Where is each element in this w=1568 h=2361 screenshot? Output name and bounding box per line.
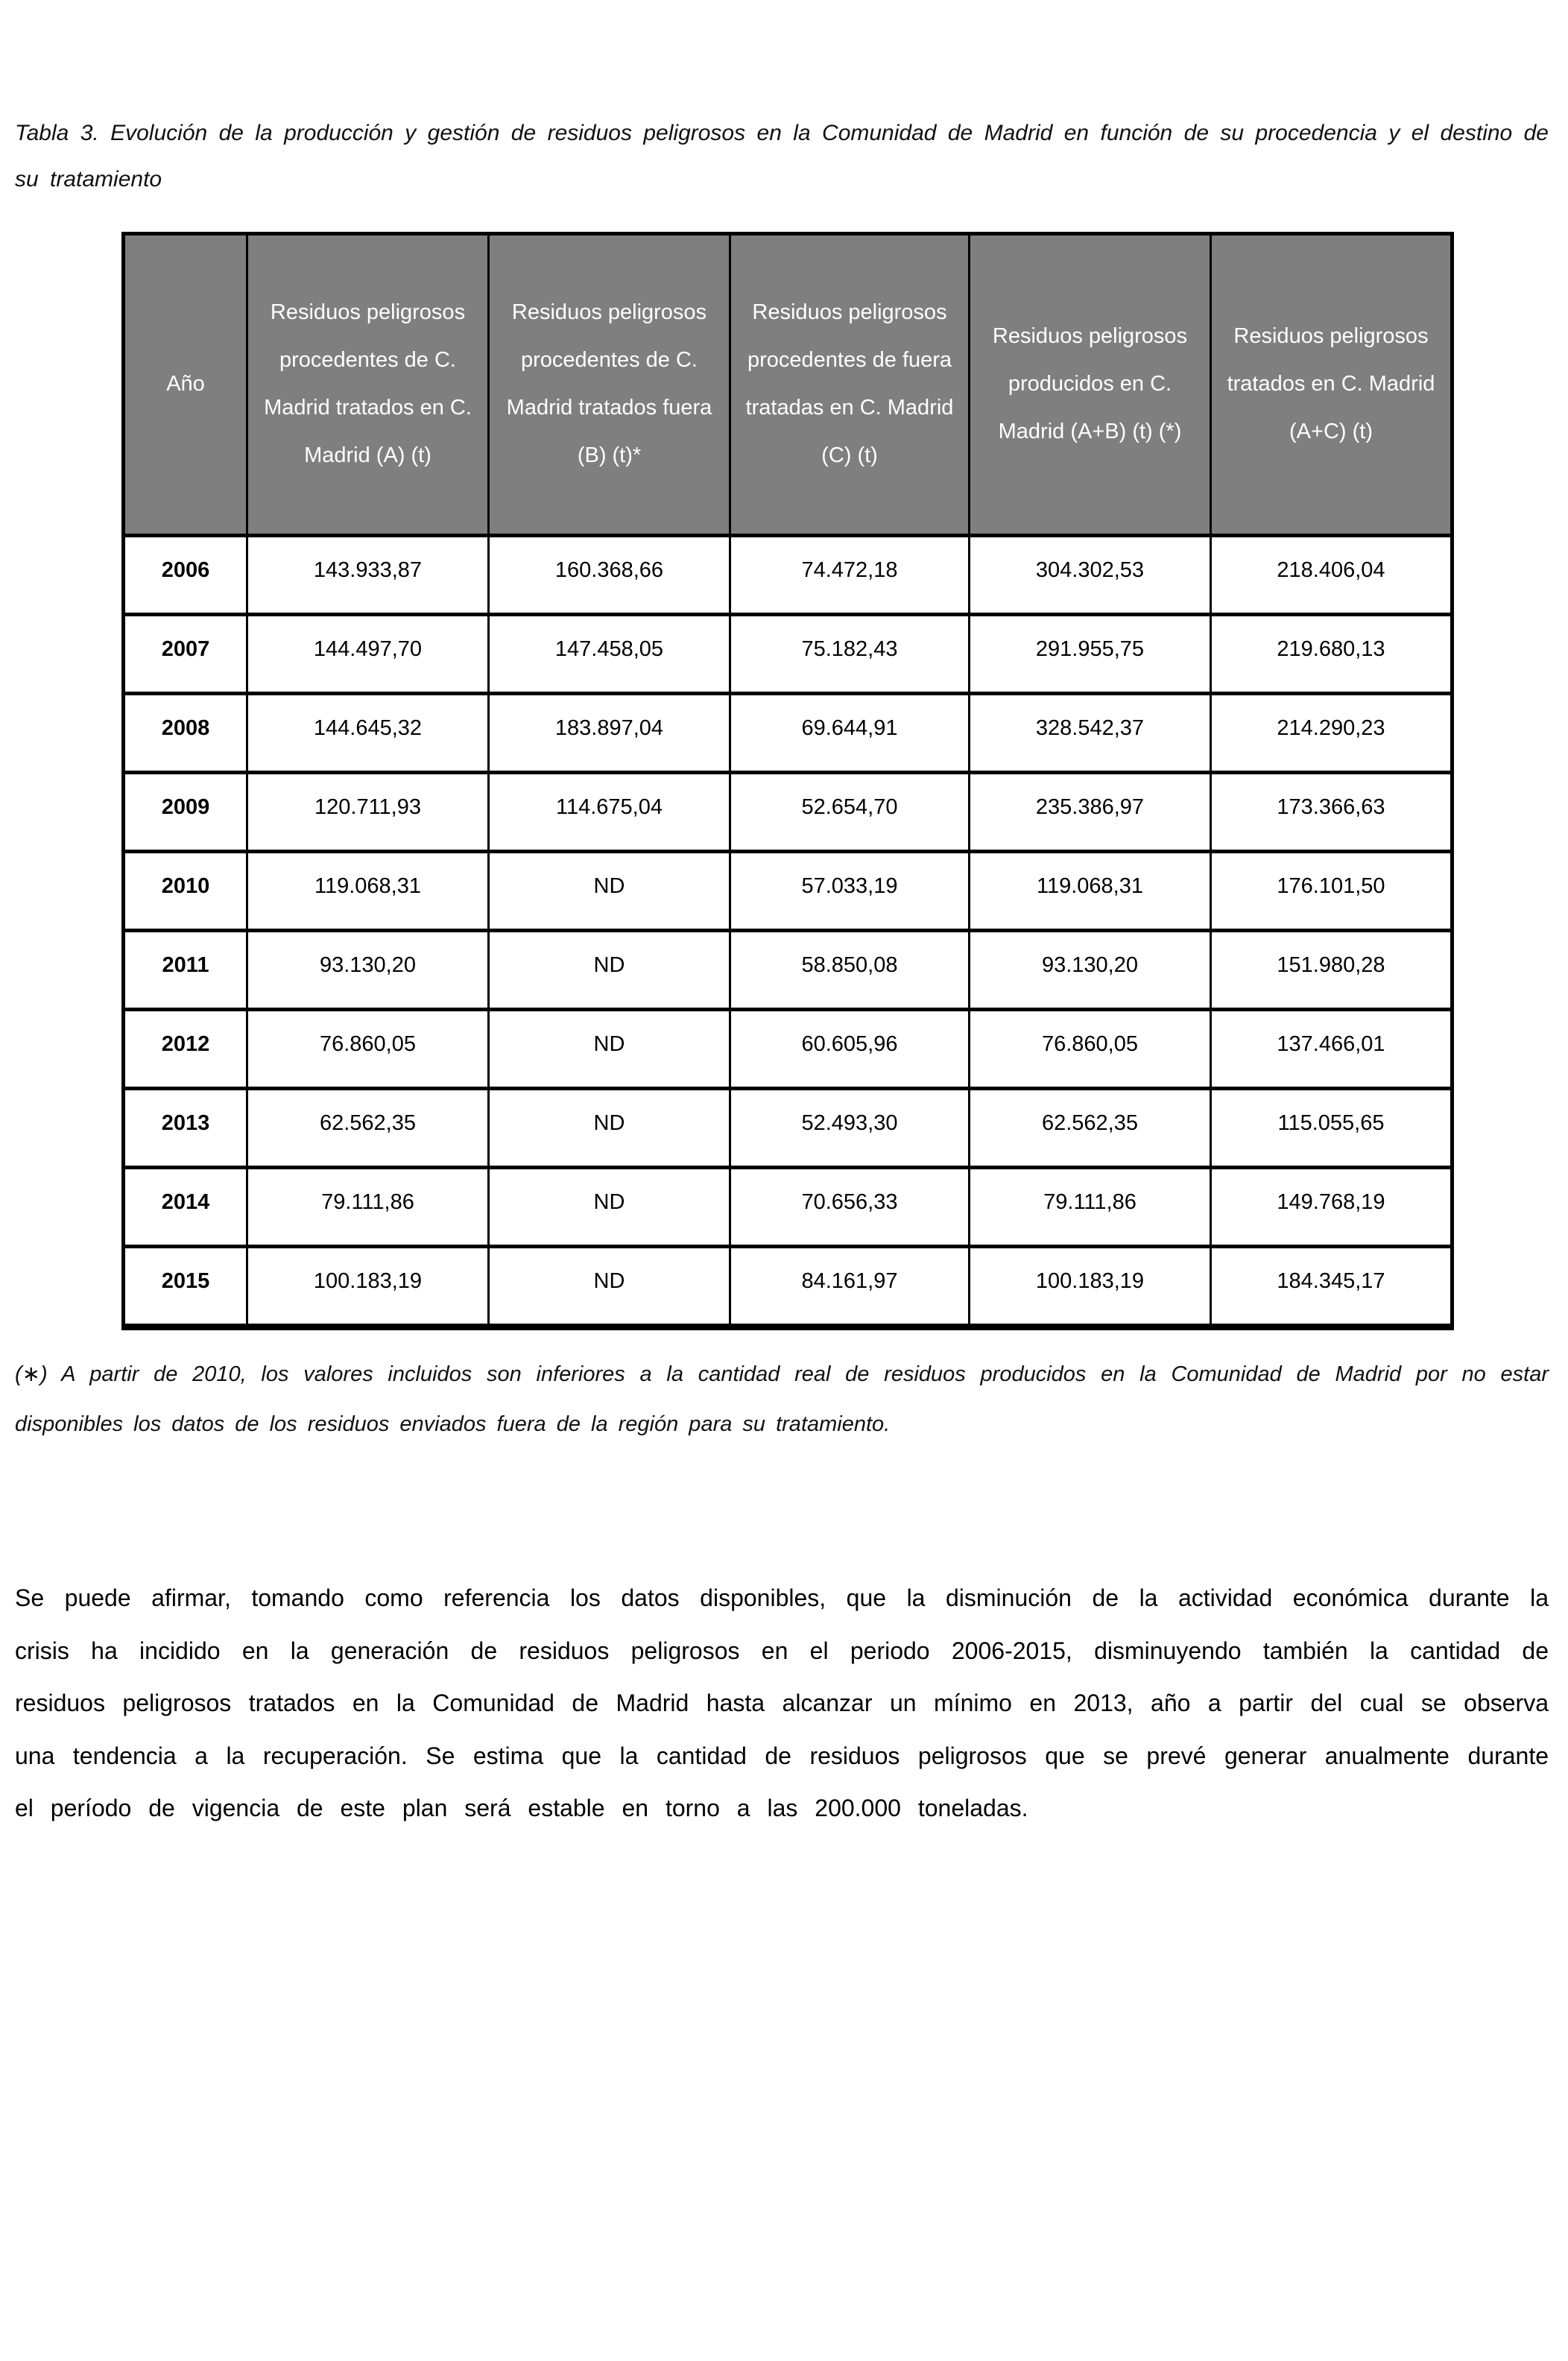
value-cell: 57.033,19 — [730, 852, 970, 931]
value-cell: 74.472,18 — [730, 536, 970, 615]
column-header: Residuos peligrosos procedentes de C. Madrid tratados en C. Madrid (A) (t) — [247, 234, 489, 536]
year-cell: 2009 — [124, 773, 247, 852]
year-cell: 2011 — [124, 931, 247, 1010]
value-cell: 183.897,04 — [489, 694, 730, 773]
value-cell: 137.466,01 — [1211, 1010, 1452, 1089]
table-row — [124, 1168, 1452, 1247]
value-cell: 149.768,19 — [1211, 1168, 1452, 1247]
value-cell: ND — [489, 1089, 730, 1168]
value-cell: ND — [489, 931, 730, 1010]
value-cell: 84.161,97 — [730, 1247, 970, 1327]
value-cell: ND — [489, 1168, 730, 1247]
table-caption: Tabla 3. Evolución de la producción y gestión de residuos peligrosos en la Comunidad de Madrid en función de su procedencia y el destino de su tratamiento — [15, 121, 1549, 192]
value-cell: 75.182,43 — [730, 615, 970, 694]
value-cell: 52.654,70 — [730, 773, 970, 852]
value-cell: 60.605,96 — [730, 1010, 970, 1089]
value-cell: 52.493,30 — [730, 1089, 970, 1168]
year-cell: 2012 — [124, 1010, 247, 1089]
value-cell: 76.860,05 — [247, 1010, 489, 1089]
value-cell: 100.183,19 — [970, 1247, 1211, 1327]
value-cell: 115.055,65 — [1211, 1089, 1452, 1168]
value-cell: 79.111,86 — [247, 1168, 489, 1247]
value-cell: 160.368,66 — [489, 536, 730, 615]
table-container — [121, 232, 1549, 1330]
value-cell: 62.562,35 — [970, 1089, 1211, 1168]
table-footnote: (∗) A partir de 2010, los valores incluidos son inferiores a la cantidad real de residuos producidos en la Comunidad de Madrid por no estar disponibles los datos de los residuos enviados fuera de la región para su tratamiento. — [15, 1362, 1549, 1436]
column-header: Residuos peligrosos procedentes de fuera tratadas en C. Madrid (C) (t) — [730, 234, 970, 536]
value-cell: 151.980,28 — [1211, 931, 1452, 1010]
year-cell: 2014 — [124, 1168, 247, 1247]
value-cell: 119.068,31 — [247, 852, 489, 931]
table-body — [124, 536, 1452, 1327]
value-cell: 93.130,20 — [970, 931, 1211, 1010]
year-cell: 2008 — [124, 694, 247, 773]
table-row — [124, 1247, 1452, 1327]
value-cell: 119.068,31 — [970, 852, 1211, 931]
table-row — [124, 1089, 1452, 1168]
table-row — [124, 931, 1452, 1010]
column-header: Residuos peligrosos producidos en C. Madrid (A+B) (t) (*) — [970, 234, 1211, 536]
table-head — [124, 234, 1452, 536]
year-cell: 2010 — [124, 852, 247, 931]
table-row — [124, 694, 1452, 773]
value-cell: 235.386,97 — [970, 773, 1211, 852]
table-row — [124, 773, 1452, 852]
value-cell: 70.656,33 — [730, 1168, 970, 1247]
value-cell: 291.955,75 — [970, 615, 1211, 694]
value-cell: 93.130,20 — [247, 931, 489, 1010]
column-header: Residuos peligrosos procedentes de C. Madrid tratados fuera (B) (t)* — [489, 234, 730, 536]
value-cell: ND — [489, 1010, 730, 1089]
value-cell: 76.860,05 — [970, 1010, 1211, 1089]
table-row — [124, 615, 1452, 694]
value-cell: 69.644,91 — [730, 694, 970, 773]
value-cell: 79.111,86 — [970, 1168, 1211, 1247]
value-cell: 100.183,19 — [247, 1247, 489, 1327]
table-header-row — [124, 234, 1452, 536]
year-cell: 2013 — [124, 1089, 247, 1168]
value-cell: 173.366,63 — [1211, 773, 1452, 852]
value-cell: 62.562,35 — [247, 1089, 489, 1168]
waste-data-table — [121, 232, 1454, 1330]
value-cell: 147.458,05 — [489, 615, 730, 694]
table-row — [124, 1010, 1452, 1089]
value-cell: 144.497,70 — [247, 615, 489, 694]
value-cell: 218.406,04 — [1211, 536, 1452, 615]
value-cell: 114.675,04 — [489, 773, 730, 852]
table-row — [124, 852, 1452, 931]
body-paragraph: Se puede afirmar, tomando como referencia los datos disponibles, que la disminución de la actividad económica durante la crisis ha incidido en la generación de residuos peligrosos en el periodo 2006-2015, disminuyendo también la cantidad de residuos peligrosos tratados en la Comunidad de Madrid hasta alcanzar un mínimo en 2013, año a partir del cual se observa una tendencia a la recuperación. Se estima que la cantidad de residuos peligrosos que se prevé generar anualmente durante el período de vigencia de este plan será estable en torno a las 200.000 toneladas. — [15, 1584, 1549, 1821]
value-cell: 214.290,23 — [1211, 694, 1452, 773]
column-header: Residuos peligrosos tratados en C. Madrid (A+C) (t) — [1211, 234, 1452, 536]
year-cell: 2015 — [124, 1247, 247, 1327]
value-cell: 143.933,87 — [247, 536, 489, 615]
value-cell: 58.850,08 — [730, 931, 970, 1010]
value-cell: 176.101,50 — [1211, 852, 1452, 931]
value-cell: ND — [489, 1247, 730, 1327]
value-cell: 328.542,37 — [970, 694, 1211, 773]
value-cell: ND — [489, 852, 730, 931]
value-cell: 184.345,17 — [1211, 1247, 1452, 1327]
value-cell: 219.680,13 — [1211, 615, 1452, 694]
value-cell: 120.711,93 — [247, 773, 489, 852]
column-header-year: Año — [124, 234, 247, 536]
table-row — [124, 536, 1452, 615]
value-cell: 304.302,53 — [970, 536, 1211, 615]
year-cell: 2006 — [124, 536, 247, 615]
year-cell: 2007 — [124, 615, 247, 694]
value-cell: 144.645,32 — [247, 694, 489, 773]
